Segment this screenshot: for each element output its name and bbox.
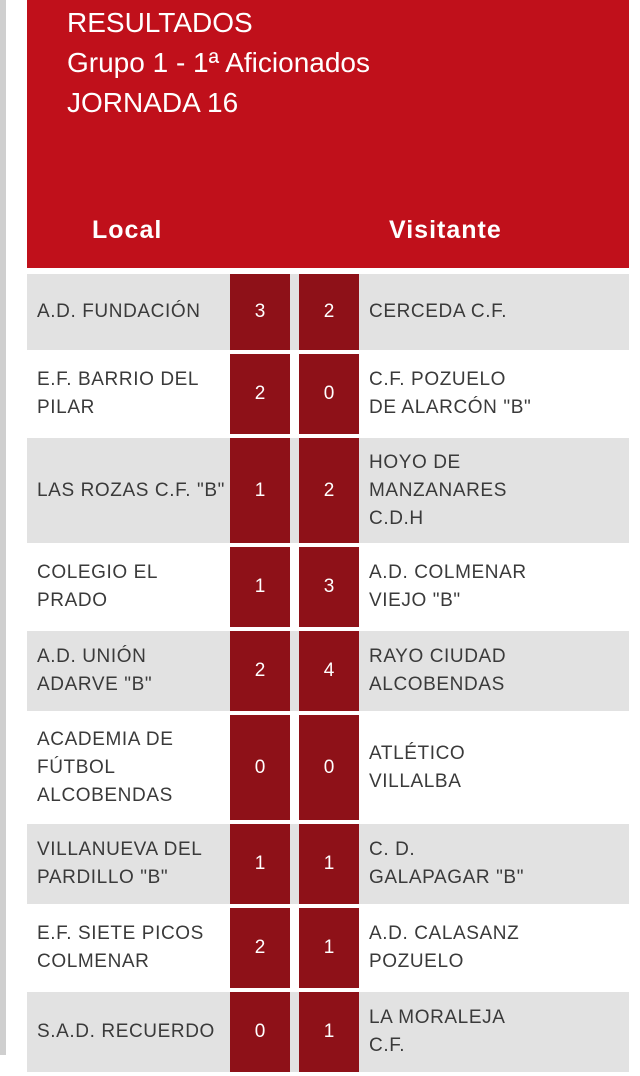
local-team-name (37, 438, 232, 543)
home-score: 1 (230, 438, 290, 543)
visitor-team-line: LA MORALEJA (369, 1007, 506, 1028)
visitor-team-name (369, 992, 619, 1072)
visitor-team-name (369, 908, 619, 988)
visitor-team-line: DE ALARCÓN "B" (369, 397, 532, 418)
local-team-line: LAS ROZAS C.F. "B" (37, 479, 225, 501)
match-row (27, 438, 629, 543)
match-row (27, 992, 629, 1072)
home-score: 2 (230, 354, 290, 434)
local-team-line: ACADEMIA DE (37, 728, 174, 750)
visitor-team-line: HOYO DE (369, 451, 461, 473)
local-team-line: A.D. UNIÓN (37, 646, 147, 667)
page-title: RESULTADOS (67, 7, 253, 38)
visitor-team-name (369, 824, 619, 904)
away-score: 2 (299, 438, 359, 543)
match-row (27, 824, 629, 904)
visitor-team-name (369, 631, 619, 711)
visitor-team-line: C.D.H (369, 507, 424, 529)
local-team-line: COLEGIO EL (37, 562, 159, 583)
home-score: 2 (230, 631, 290, 711)
local-team-name (37, 824, 232, 904)
local-team-line: PILAR (37, 397, 95, 418)
visitor-team-line: C.F. (369, 1035, 406, 1056)
home-score: 3 (230, 274, 290, 350)
visitor-team-line: ALCOBENDAS (369, 674, 505, 695)
column-header-visitor: Visitante (389, 216, 502, 244)
away-score: 0 (299, 715, 359, 820)
match-row (27, 908, 629, 988)
visitor-team-line: A.D. CALASANZ (369, 923, 520, 944)
local-team-line: E.F. SIETE PICOS (37, 923, 204, 944)
match-row (27, 274, 629, 350)
visitor-team-line: CERCEDA C.F. (369, 301, 508, 322)
round-label: JORNADA 16 (67, 87, 239, 118)
home-score: 1 (230, 824, 290, 904)
match-row (27, 547, 629, 627)
local-team-line: PARDILLO "B" (37, 867, 169, 888)
away-score: 0 (299, 354, 359, 434)
visitor-team-line: POZUELO (369, 951, 464, 972)
away-score: 1 (299, 824, 359, 904)
column-header-local: Local (92, 216, 163, 244)
home-score: 0 (230, 715, 290, 820)
home-score: 1 (230, 547, 290, 627)
local-team-name (37, 715, 232, 820)
group-subtitle: Grupo 1 - 1ª Aficionados (67, 47, 370, 78)
local-team-line: A.D. FUNDACIÓN (37, 301, 201, 322)
local-team-line: VILLANUEVA DEL (37, 839, 203, 860)
visitor-team-name (369, 438, 619, 543)
home-score: 2 (230, 908, 290, 988)
visitor-team-line: RAYO CIUDAD (369, 646, 507, 667)
visitor-team-name (369, 354, 619, 434)
away-score: 3 (299, 547, 359, 627)
match-row (27, 354, 629, 434)
local-team-line: PRADO (37, 590, 108, 611)
local-team-line: ADARVE "B" (37, 674, 153, 695)
visitor-team-line: C. D. (369, 839, 416, 860)
local-team-line: FÚTBOL (37, 756, 116, 778)
local-team-line: ALCOBENDAS (37, 784, 173, 806)
match-row (27, 715, 629, 820)
local-team-name (37, 274, 232, 350)
away-score: 1 (299, 992, 359, 1072)
page-left-edge (0, 0, 6, 1055)
visitor-team-line: C.F. POZUELO (369, 369, 507, 390)
away-score: 4 (299, 631, 359, 711)
visitor-team-line: A.D. COLMENAR (369, 562, 527, 583)
visitor-team-line: ATLÉTICO (369, 742, 466, 764)
local-team-name (37, 631, 232, 711)
local-team-name (37, 547, 232, 627)
visitor-team-line: VIEJO "B" (369, 590, 461, 611)
local-team-line: COLMENAR (37, 951, 150, 972)
results-header (27, 0, 629, 268)
visitor-team-name (369, 274, 619, 350)
visitor-team-name (369, 715, 619, 820)
visitor-team-line: GALAPAGAR "B" (369, 867, 525, 888)
home-score: 0 (230, 992, 290, 1072)
local-team-name (37, 992, 232, 1072)
visitor-team-line: VILLALBA (369, 770, 462, 792)
visitor-team-line: MANZANARES (369, 479, 507, 501)
local-team-line: E.F. BARRIO DEL (37, 369, 200, 390)
results-table (27, 274, 629, 1076)
away-score: 1 (299, 908, 359, 988)
away-score: 2 (299, 274, 359, 350)
local-team-line: S.A.D. RECUERDO (37, 1021, 215, 1042)
match-row (27, 631, 629, 711)
visitor-team-name (369, 547, 619, 627)
local-team-name (37, 354, 232, 434)
local-team-name (37, 908, 232, 988)
